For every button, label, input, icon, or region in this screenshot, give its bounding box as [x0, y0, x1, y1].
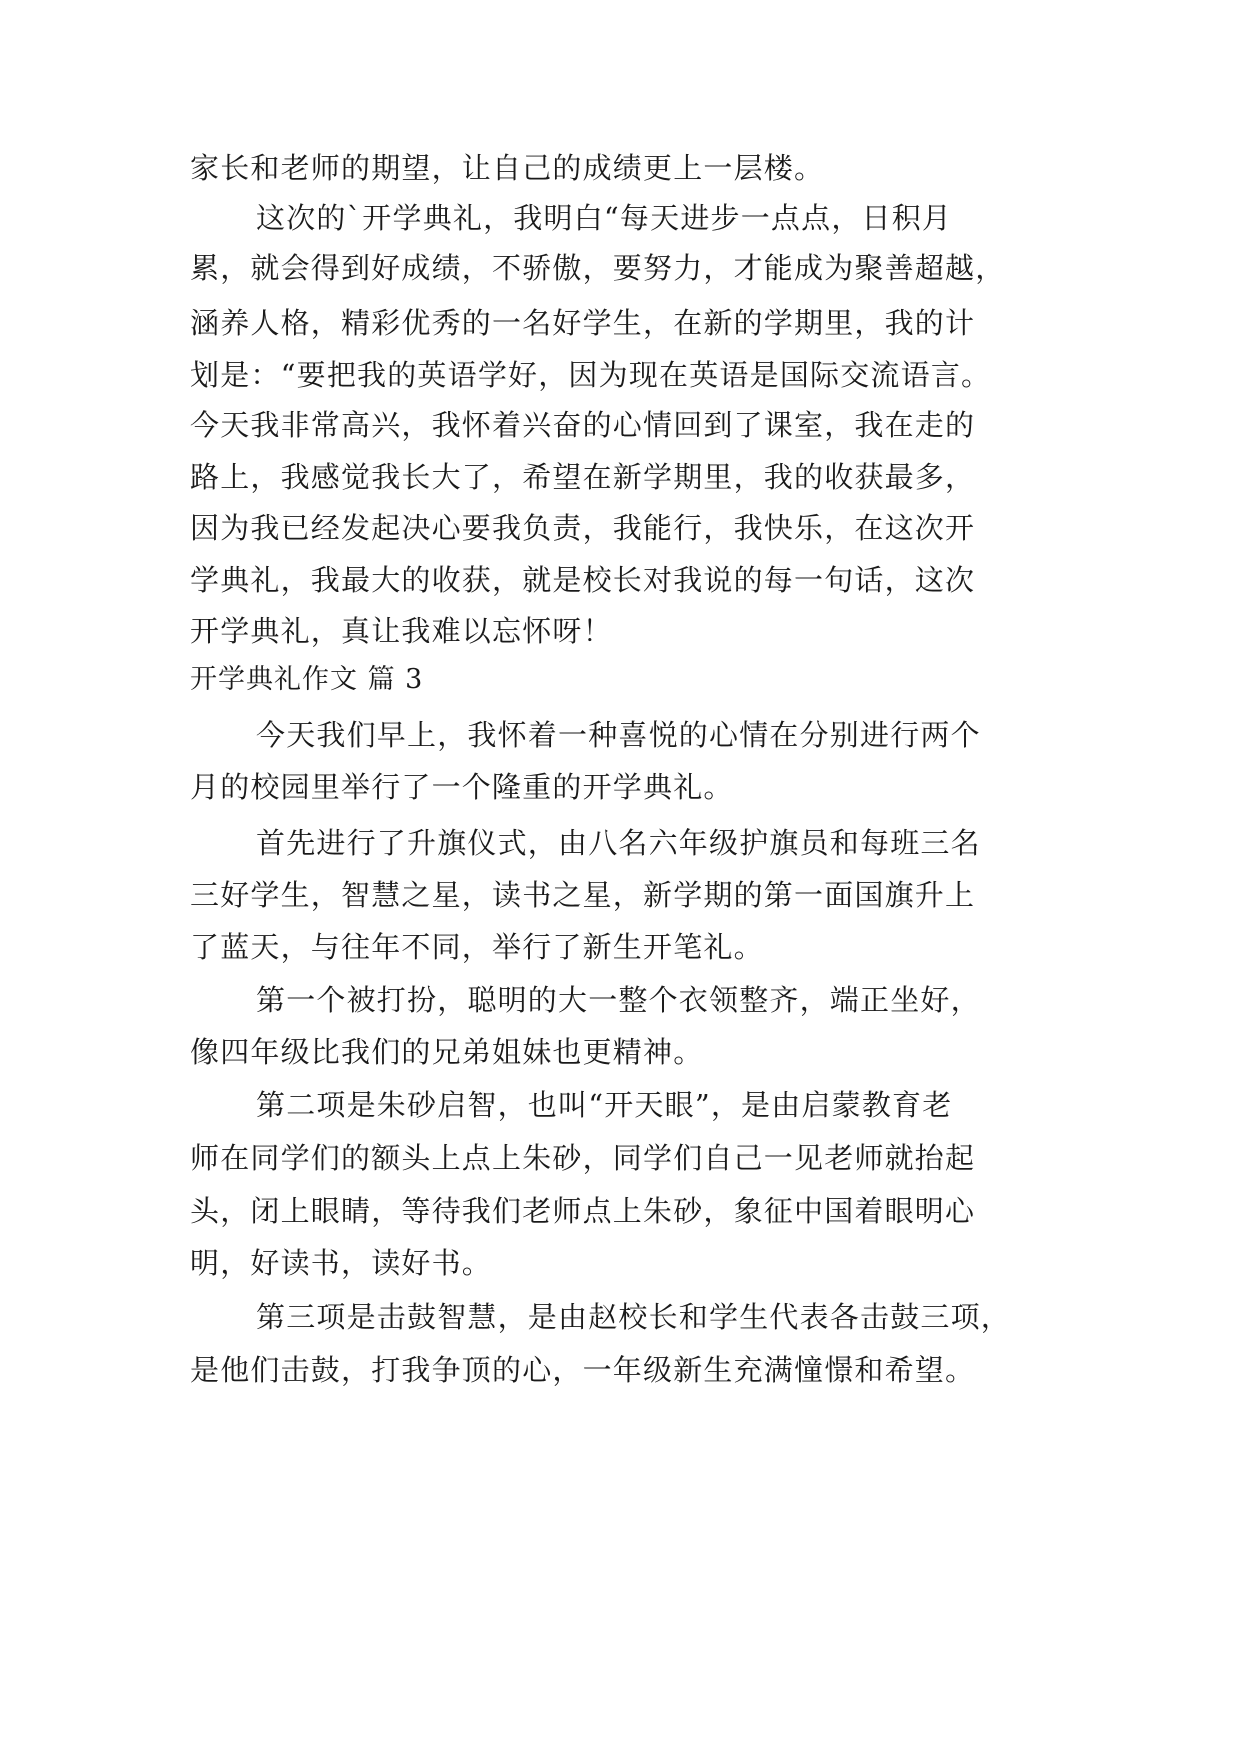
- text-line: 开学典礼，真让我难以忘怀呀！: [190, 614, 613, 648]
- text-line: 三好学生，智慧之星，读书之星，新学期的第一面国旗升上: [190, 878, 976, 912]
- text-line: 今天我们早上，我怀着一种喜悦的心情在分别进行两个: [256, 718, 981, 752]
- text-line: 第二项是朱砂启智，也叫“开天眼”，是由启蒙教育老: [256, 1088, 953, 1122]
- text-line: 明，好读书，读好书。: [190, 1246, 493, 1280]
- text-line: 累，就会得到好成绩，不骄傲，要努力，才能成为聚善超越，: [190, 251, 1006, 285]
- text-line: 首先进行了升旗仪式，由八名六年级护旗员和每班三名: [256, 826, 981, 860]
- text-line: 了蓝天，与往年不同，举行了新生开笔礼。: [190, 930, 764, 964]
- text-line: 像四年级比我们的兄弟姐妹也更精神。: [190, 1035, 704, 1069]
- text-line: 划是：“要把我的英语学好，因为现在英语是国际交流语言。: [190, 358, 992, 392]
- text-line: 这次的`开学典礼，我明白“每天进步一点点，日积月: [256, 201, 953, 235]
- text-line: 师在同学们的额头上点上朱砂，同学们自己一见老师就抬起: [190, 1141, 976, 1175]
- text-line: 涵养人格，精彩优秀的一名好学生，在新的学期里，我的计: [190, 306, 976, 340]
- text-line: 月的校园里举行了一个隆重的开学典礼。: [190, 770, 734, 804]
- text-line: 第三项是击鼓智慧，是由赵校长和学生代表各击鼓三项，: [256, 1300, 1012, 1334]
- text-line: 因为我已经发起决心要我负责，我能行，我快乐，在这次开: [190, 511, 976, 545]
- text-line: 家长和老师的期望，让自己的成绩更上一层楼。: [190, 151, 825, 185]
- text-line: 学典礼，我最大的收获，就是校长对我说的每一句话，这次: [190, 563, 976, 597]
- text-line: 第一个被打扮，聪明的大一整个衣领整齐，端正坐好，: [256, 983, 981, 1017]
- text-line: 今天我非常高兴，我怀着兴奋的心情回到了课室，我在走的: [190, 408, 976, 442]
- section-heading: 开学典礼作文 篇 3: [190, 664, 424, 695]
- text-line: 路上，我感觉我长大了，希望在新学期里，我的收获最多，: [190, 460, 976, 494]
- text-line: 头，闭上眼睛，等待我们老师点上朱砂，象征中国着眼明心: [190, 1194, 976, 1228]
- text-line: 是他们击鼓，打我争顶的心，一年级新生充满憧憬和希望。: [190, 1353, 976, 1387]
